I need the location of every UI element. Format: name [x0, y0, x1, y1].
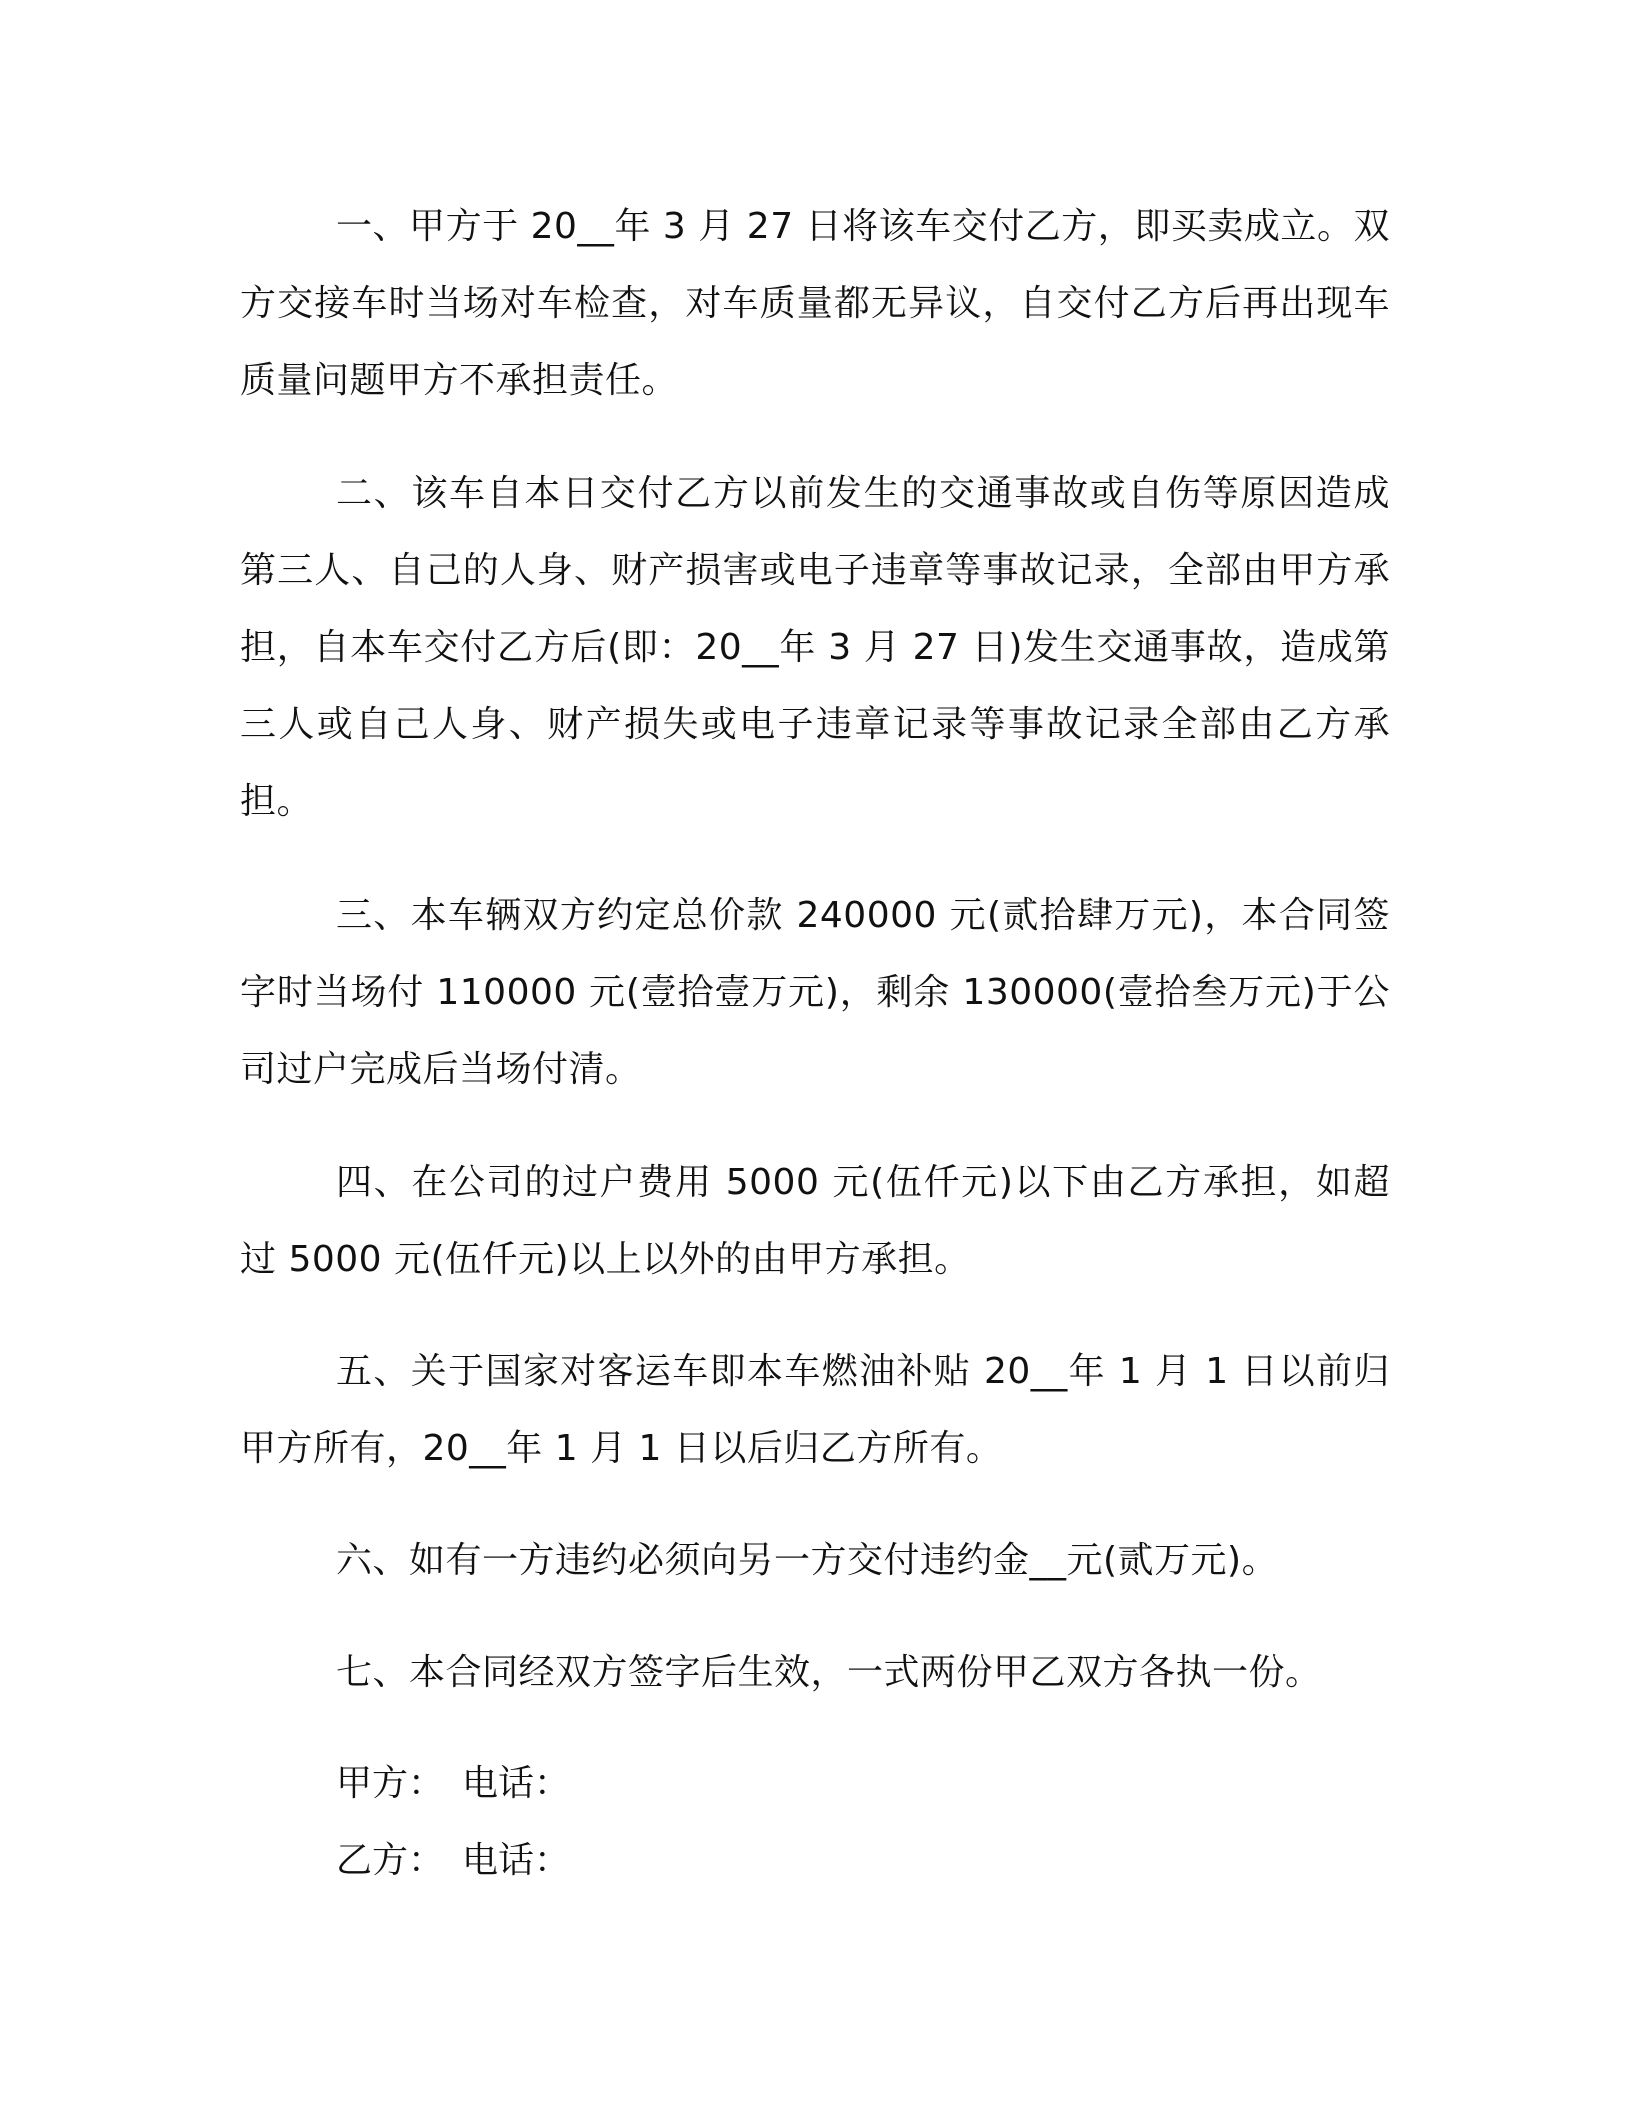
clause-3: 三、本车辆双方约定总价款 240000 元(贰拾肆万元)，本合同签字时当场付 110000 元(壹拾壹万元)，剩余 130000(壹拾叁万元)于公司过户完成后当场付清。	[240, 895, 1390, 1090]
party-a-phone-label: 电话：	[462, 1763, 571, 1804]
clause-4: 四、在公司的过户费用 5000 元(伍仟元)以下由乙方承担，如超过 5000 元(伍仟元)以上以外的由甲方承担。	[240, 1162, 1390, 1280]
clause-1: 一、甲方于 20__年 3 月 27 日将该车交付乙方，即买卖成立。双方交接车时当场对车检查，对车质量都无异议，自交付乙方后再出现车质量问题甲方不承担责任。	[240, 206, 1390, 401]
signature-party-b	[240, 1822, 1390, 1899]
party-a-label: 甲方：	[336, 1763, 445, 1804]
clause-2: 二、该车自本日交付乙方以前发生的交通事故或自伤等原因造成第三人、自己的人身、财产损害或电子违章等事故记录，全部由甲方承担，自本车交付乙方后(即：20__年 3 月 27 日)发生交通事故，造成第三人或自己人身、财产损失或电子违章记录等事故记录全部由乙方承担。	[240, 473, 1390, 822]
clause-7: 七、本合同经双方签字后生效，一式两份甲乙双方各执一份。	[336, 1652, 1322, 1693]
signature-party-a	[240, 1745, 1390, 1822]
clause-6: 六、如有一方违约必须向另一方交付违约金__元(贰万元)。	[336, 1540, 1279, 1581]
party-b-label: 乙方：	[336, 1840, 445, 1881]
party-b-phone-label: 电话：	[462, 1840, 571, 1881]
contract-page	[240, 188, 1390, 1899]
clause-5: 五、关于国家对客运车即本车燃油补贴 20__年 1 月 1 日以前归甲方所有，20__年 1 月 1 日以后归乙方所有。	[240, 1351, 1390, 1469]
